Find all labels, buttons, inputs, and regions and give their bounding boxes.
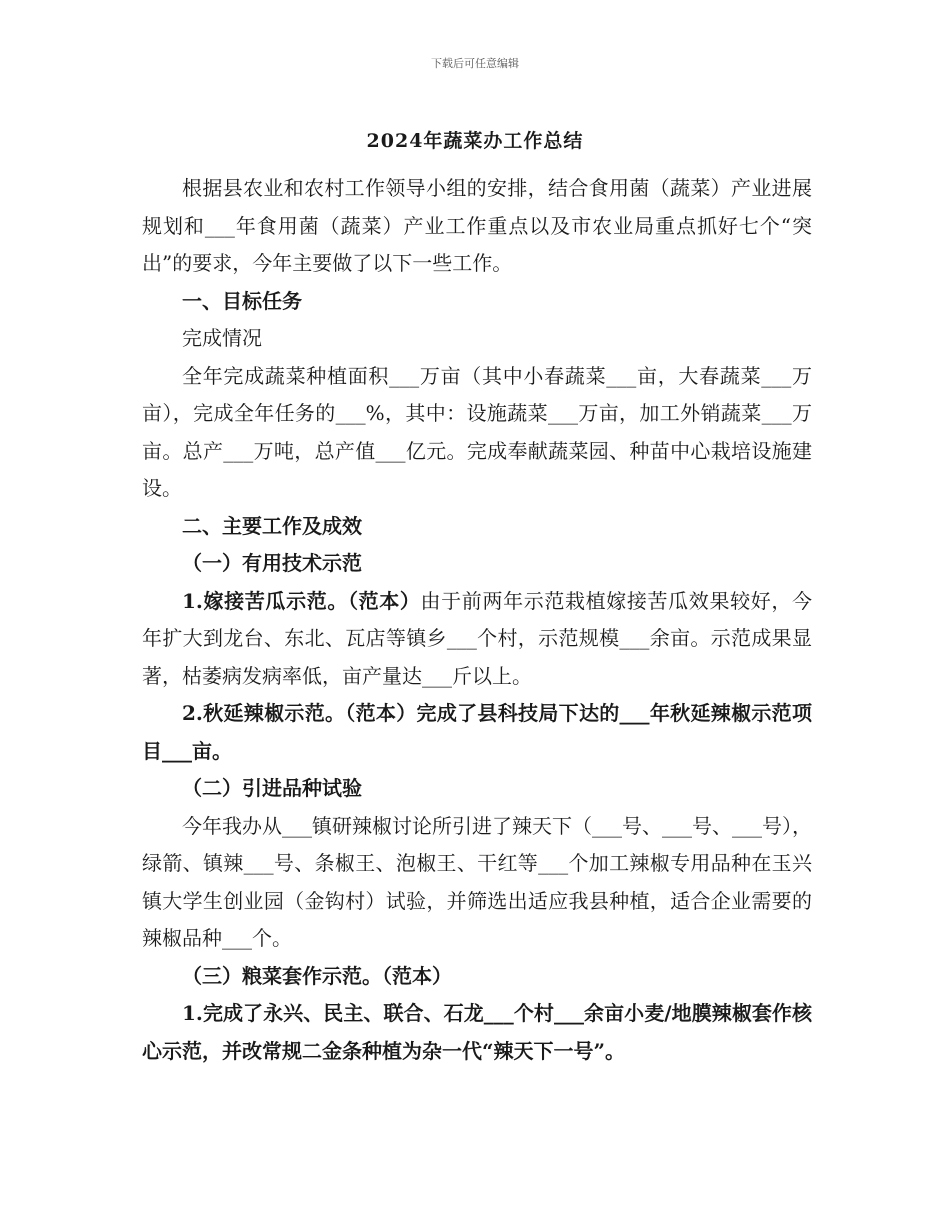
paragraph-bitter-gourd-text: 由于前两年示范栽植嫁接苦瓜效果较好，今年扩大到龙台、东北、瓦店等镇乡___个村，示范规模___余亩。示范成果显著，枯萎病发病率低，亩产量达___斤以上。 (142, 588, 812, 688)
header-note: 下载后可任意编辑 (431, 57, 519, 70)
paragraph-intro: 根据县农业和农村工作领导小组的安排，结合食用菌（蔬菜）产业进展规划和___年食用菌（蔬菜）产业工作重点以及市农业局重点抓好七个“突出”的要求，今年主要做了以下一些工作。 (142, 176, 812, 275)
subheading-variety-trial: （二）引进品种试验 (182, 776, 362, 800)
paragraph-variety-trial: 今年我办从___镇研辣椒讨论所引进了辣天下（___号、___号、___号），绿箭、镇辣___号、条椒王、泡椒王、干红等___个加工辣椒专用品种在玉兴镇大学生创业园（金钩村）试验，并筛选出适应我县种植，适合企业需要的辣椒品种___个。 (142, 813, 812, 950)
section-heading-targets: 一、目标任务 (182, 288, 302, 313)
paragraph-autumn-pepper: 2.秋延辣椒示范。（范本）完成了县科技局下达的___年秋延辣椒示范项目___亩。 (142, 701, 812, 763)
subheading-intercropping: （三）粮菜套作示范。（范本） (182, 963, 452, 988)
paragraph-intercropping: 1.完成了永兴、民主、联合、石龙___个村___余亩小麦/地膜辣椒套作核心示范，并改常规二金条种植为杂一代“辣天下一号”。 (142, 1001, 812, 1063)
subheading-tech-demo: （一）有用技术示范 (182, 551, 362, 575)
document-title: 2024年蔬菜办工作总结 (366, 130, 584, 152)
subheading-completion: 完成情况 (182, 326, 262, 350)
lead-in-bitter-gourd: 1.嫁接苦瓜示范。（范本） (182, 588, 421, 613)
paragraph-completion: 全年完成蔬菜种植面积___万亩（其中小春蔬菜___亩，大春蔬菜___万亩），完成全年任务的___%，其中：设施蔬菜___万亩，加工外销蔬菜___万亩。总产___万吨，总产值___亿元。完成奉献蔬菜园、种苗中心栽培设施建设。 (142, 363, 812, 500)
section-heading-main-work: 二、主要工作及成效 (182, 513, 362, 538)
paragraph-bitter-gourd (142, 583, 812, 696)
document-body (142, 170, 812, 1070)
